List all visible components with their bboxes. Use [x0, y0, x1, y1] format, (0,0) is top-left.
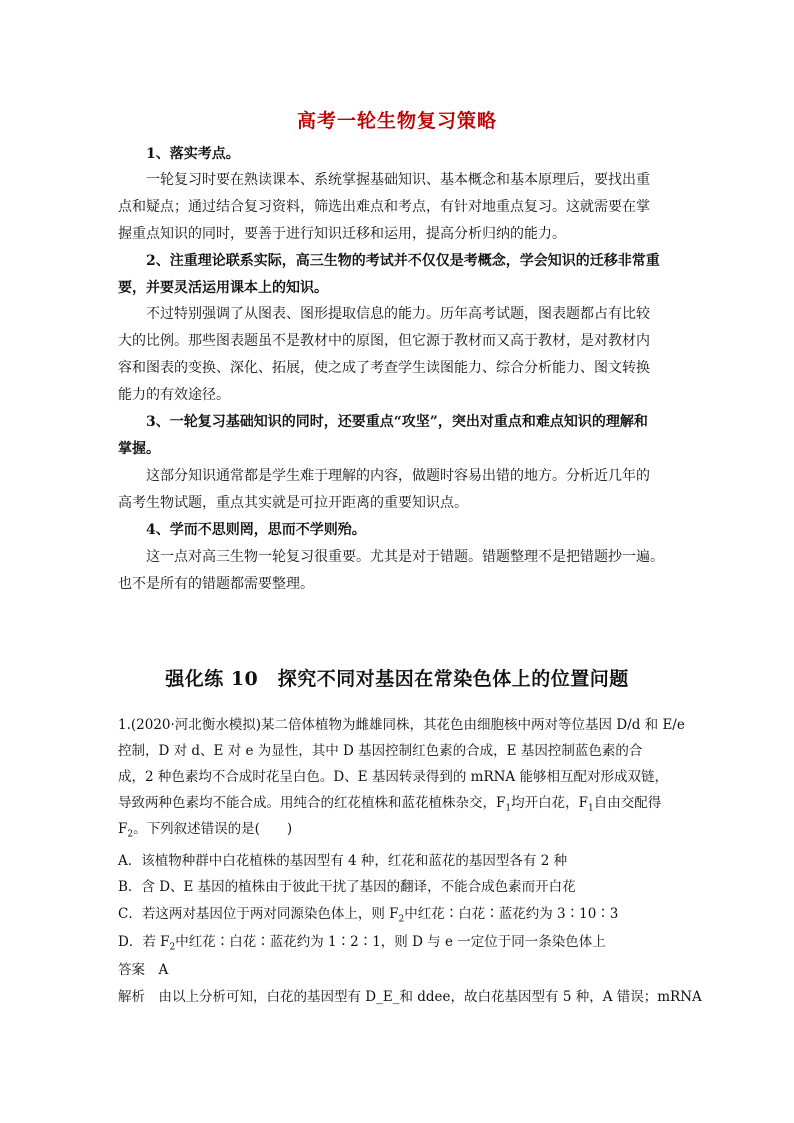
- option-text: D．若 F: [118, 934, 170, 950]
- subscript: 1: [505, 803, 512, 814]
- point-1-text-line: 一轮复习时要在熟读课本、系统掌握基础知识、基本概念和基本原理后，要找出重: [146, 172, 650, 188]
- point-1-text-line: 点和疑点；通过结合复习资料，筛选出难点和考点，有针对地重点复习。这就需要在掌: [118, 199, 650, 215]
- option-c: [118, 904, 684, 924]
- question-text: F: [118, 821, 128, 837]
- point-2-text-line: 不过特别强调了从图表、图形提取信息的能力。历年高考试题，图表题都占有比较: [146, 306, 650, 322]
- point-3-text-line: 这部分知识通常都是学生难于理解的内容，做题时容易出错的地方。分析近几年的: [146, 468, 650, 484]
- option-text: 中红花∶白花∶蓝花约为 3∶10∶3: [404, 906, 619, 922]
- answer-line: 答案 A: [118, 962, 169, 978]
- point-3-heading: 3、一轮复习基础知识的同时，还要重点“攻坚”，突出对重点和难点知识的理解和: [146, 414, 648, 430]
- point-2-text-line: 容和图表的变换、深化、拓展，使之成了考查学生读图能力、综合分析能力、图文转换: [118, 360, 650, 376]
- section-title: 强化练 10 探究不同对基因在常染色体上的位置问题: [165, 668, 629, 690]
- question-line: 成，2 种色素均不合成时花呈白色。D、E 基因转录得到的 mRNA 能够相互配对形成双链，: [118, 769, 668, 785]
- question-line: 1.(2020·河北衡水模拟)某二倍体植物为雌雄同株，其花色由细胞核中两对等位基因 D/d 和 E/e: [118, 717, 685, 733]
- point-4-heading: 4、学而不思则罔，思而不学则殆。: [146, 522, 366, 538]
- subscript: 2: [169, 942, 176, 953]
- point-3-text-line: 高考生物试题，重点其实就是可拉开距离的重要知识点。: [118, 495, 468, 511]
- option-a: A．该植物种群中白花植株的基因型有 4 种，红花和蓝花的基因型各有 2 种: [118, 853, 568, 869]
- question-line: 控制，D 对 d、E 对 e 为显性，其中 D 基因控制红色素的合成，E 基因控制蓝色素的合: [118, 743, 643, 759]
- point-2-text-line: 能力的有效途径。: [118, 387, 230, 403]
- point-2-heading: 要，并要灵活运用课本上的知识。: [118, 280, 328, 296]
- question-line: [118, 793, 684, 813]
- option-text: C．若这两对基因位于两对同源染色体上，则 F: [118, 906, 399, 922]
- question-line: [118, 819, 684, 839]
- subscript: 2: [398, 914, 405, 925]
- point-1-text-line: 握重点知识的同时，要善于进行知识迁移和运用，提高分析归纳的能力。: [118, 226, 566, 242]
- option-d: [118, 932, 684, 952]
- point-1-heading: 1、落实考点。: [146, 146, 240, 162]
- question-text: 。下列叙述错误的是( ): [133, 821, 293, 837]
- question-text: 自由交配得: [593, 795, 662, 811]
- question-text: 导致两种色素均不能合成。用纯合的红花植株和蓝花植株杂交，F: [118, 795, 506, 811]
- point-3-heading: 掌握。: [118, 441, 160, 457]
- point-4-text-line: 也不是所有的错题都需要整理。: [118, 576, 314, 592]
- option-b: B．含 D、E 基因的植株由于彼此干扰了基因的翻译，不能合成色素而开白花: [118, 879, 576, 895]
- point-2-text-line: 大的比例。那些图表题虽不是教材中的原图，但它源于教材而又高于教材，是对教材内: [118, 333, 650, 349]
- point-4-text-line: 这一点对高三生物一轮复习很重要。尤其是对于错题。错题整理不是把错题抄一遍。: [146, 549, 664, 565]
- subscript: 1: [587, 803, 594, 814]
- analysis-line: 解析 由以上分析可知，白花的基因型有 D_E_和 ddee，故白花基因型有 5 种，A 错误；mRNA: [118, 989, 702, 1005]
- subscript: 2: [127, 829, 134, 840]
- page-title: 高考一轮生物复习策略: [296, 110, 497, 132]
- option-text: 中红花∶白花∶蓝花约为 1∶2∶1，则 D 与 e 一定位于同一条染色体上: [175, 934, 606, 950]
- question-text: 均开白花，F: [511, 795, 588, 811]
- point-2-heading: 2、注重理论联系实际，高三生物的考试并不仅仅是考概念，学会知识的迁移非常重: [146, 253, 660, 269]
